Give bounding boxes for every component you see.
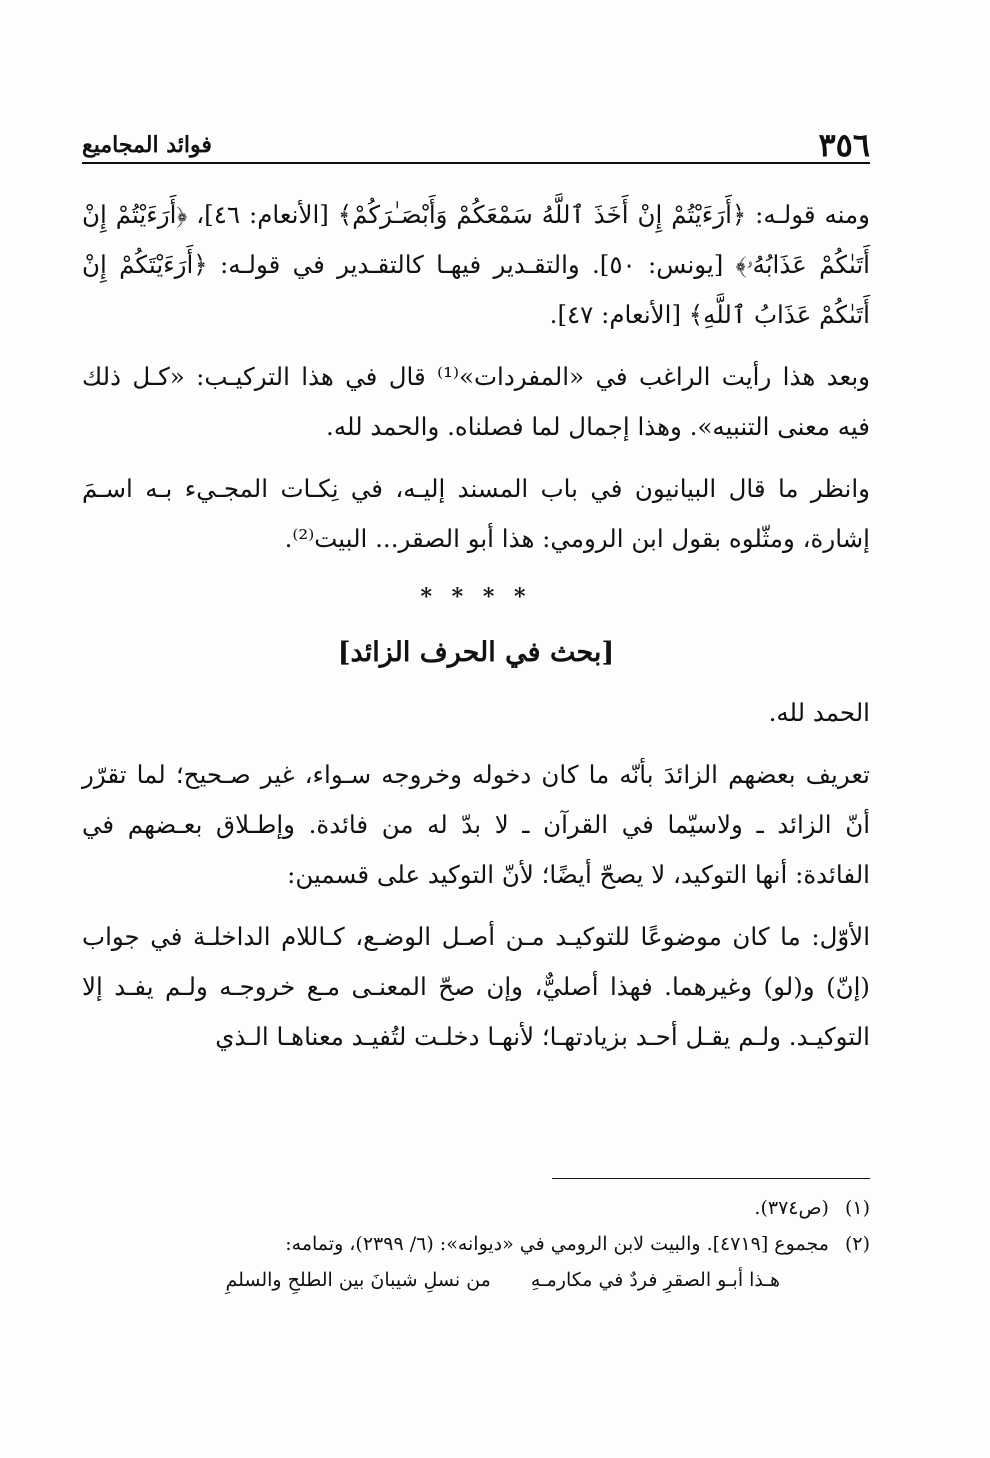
verse-first-hemistich: هـذا أبـو الصقرِ فردٌ في مكارمـهِ — [530, 1269, 780, 1291]
page-header — [82, 112, 870, 164]
footnote-1-number: (١) — [844, 1197, 870, 1219]
paragraph-first-type: الأوّل: ما كان موضوعًا للتوكيـد مـن أصـل الوضـع، كـاللام الداخلـة في جواب (إنّ) و(لو) وغيرهما. فهذا أصليٌّ، وإن صحّ المعنـى مـع خروجـه ولـم يفـد إلا التوكيـد. ولـم يقـل أحـد بزيادتهـا؛ لأنهـا دخلـت لتُفيـد معناهـا الـذي — [82, 922, 870, 1051]
paragraph-definition: تعريف بعضهم الزائدَ بأنّه ما كان دخوله وخروجه سـواء، غير صـحيح؛ لما تقرّر أنّ الزائد ـ ولاسيّما في القرآن ـ لا بدّ له من فائدة. وإطـلاق بعـضهم في الفائدة: أنها التوكيد، لا يصحّ أيضًا؛ لأنّ التوكيد على قسمين: — [82, 760, 870, 889]
paragraph-hamd: الحمد لله. — [768, 698, 870, 727]
footnote-2 — [82, 1226, 870, 1262]
book-title: فوائد المجاميع — [82, 132, 212, 158]
verse-second-hemistich: من نسلِ شيبانَ بين الطلحِ والسلمِ — [225, 1269, 491, 1291]
footnotes — [82, 1190, 870, 1298]
footnote-1 — [82, 1190, 870, 1226]
paragraph-raghib: وبعد هذا رأيت الراغب في «المفردات»⁽¹⁾ قال في هذا التركيـب: «كـل ذلك فيه معنى التنبيه». وهذا إجمال لما فصلناه. والحمد لله. — [82, 362, 870, 441]
main-text — [82, 190, 870, 1062]
paragraph-bayaniyun: وانظر ما قال البيانيون في باب المسند إليـه، في نِكـات المجـيء بـه اسـمَ إشارة، ومثّلوه بقول ابن الرومي: هذا أبو الصقر... البيت⁽²⁾. — [82, 474, 870, 553]
footnote-2-text: مجموع [٤٧١٩]. والبيت لابن الرومي في «ديوانه»: (٦/ ٢٣٩٩)، وتمامه: — [285, 1233, 829, 1255]
footnote-1-text: (ص٣٧٤). — [754, 1197, 829, 1219]
page-number: ٣٥٦ — [818, 126, 870, 164]
footnote-divider — [552, 1178, 870, 1179]
poetry-verse — [82, 1262, 780, 1298]
footnote-2-number: (٢) — [844, 1233, 870, 1255]
section-separator: * * * * — [420, 584, 532, 610]
paragraph-quran-citations: ومنه قولـه: ﴿أَرَءَيْتُمْ إِنْ أَخَذَ ٱللَّهُ سَمْعَكُمْ وَأَبْصَـٰرَكُمْ﴾ [الأنعام: ٤٦]، ﴿أَرَءَيْتُمْ إِنْ أَتَىٰكُمْ عَذَابُهُۥ﴾ [يونس: ٥٠]. والتقـدير فيهـا كالتقـدير في قولـه: ﴿أَرَءَيْتَكُمْ إِنْ أَتَىٰكُمْ عَذَابُ ٱللَّهِ﴾ [الأنعام: ٤٧]. — [82, 200, 871, 329]
section-heading: [بحث في الحرف الزائد] — [337, 637, 615, 668]
